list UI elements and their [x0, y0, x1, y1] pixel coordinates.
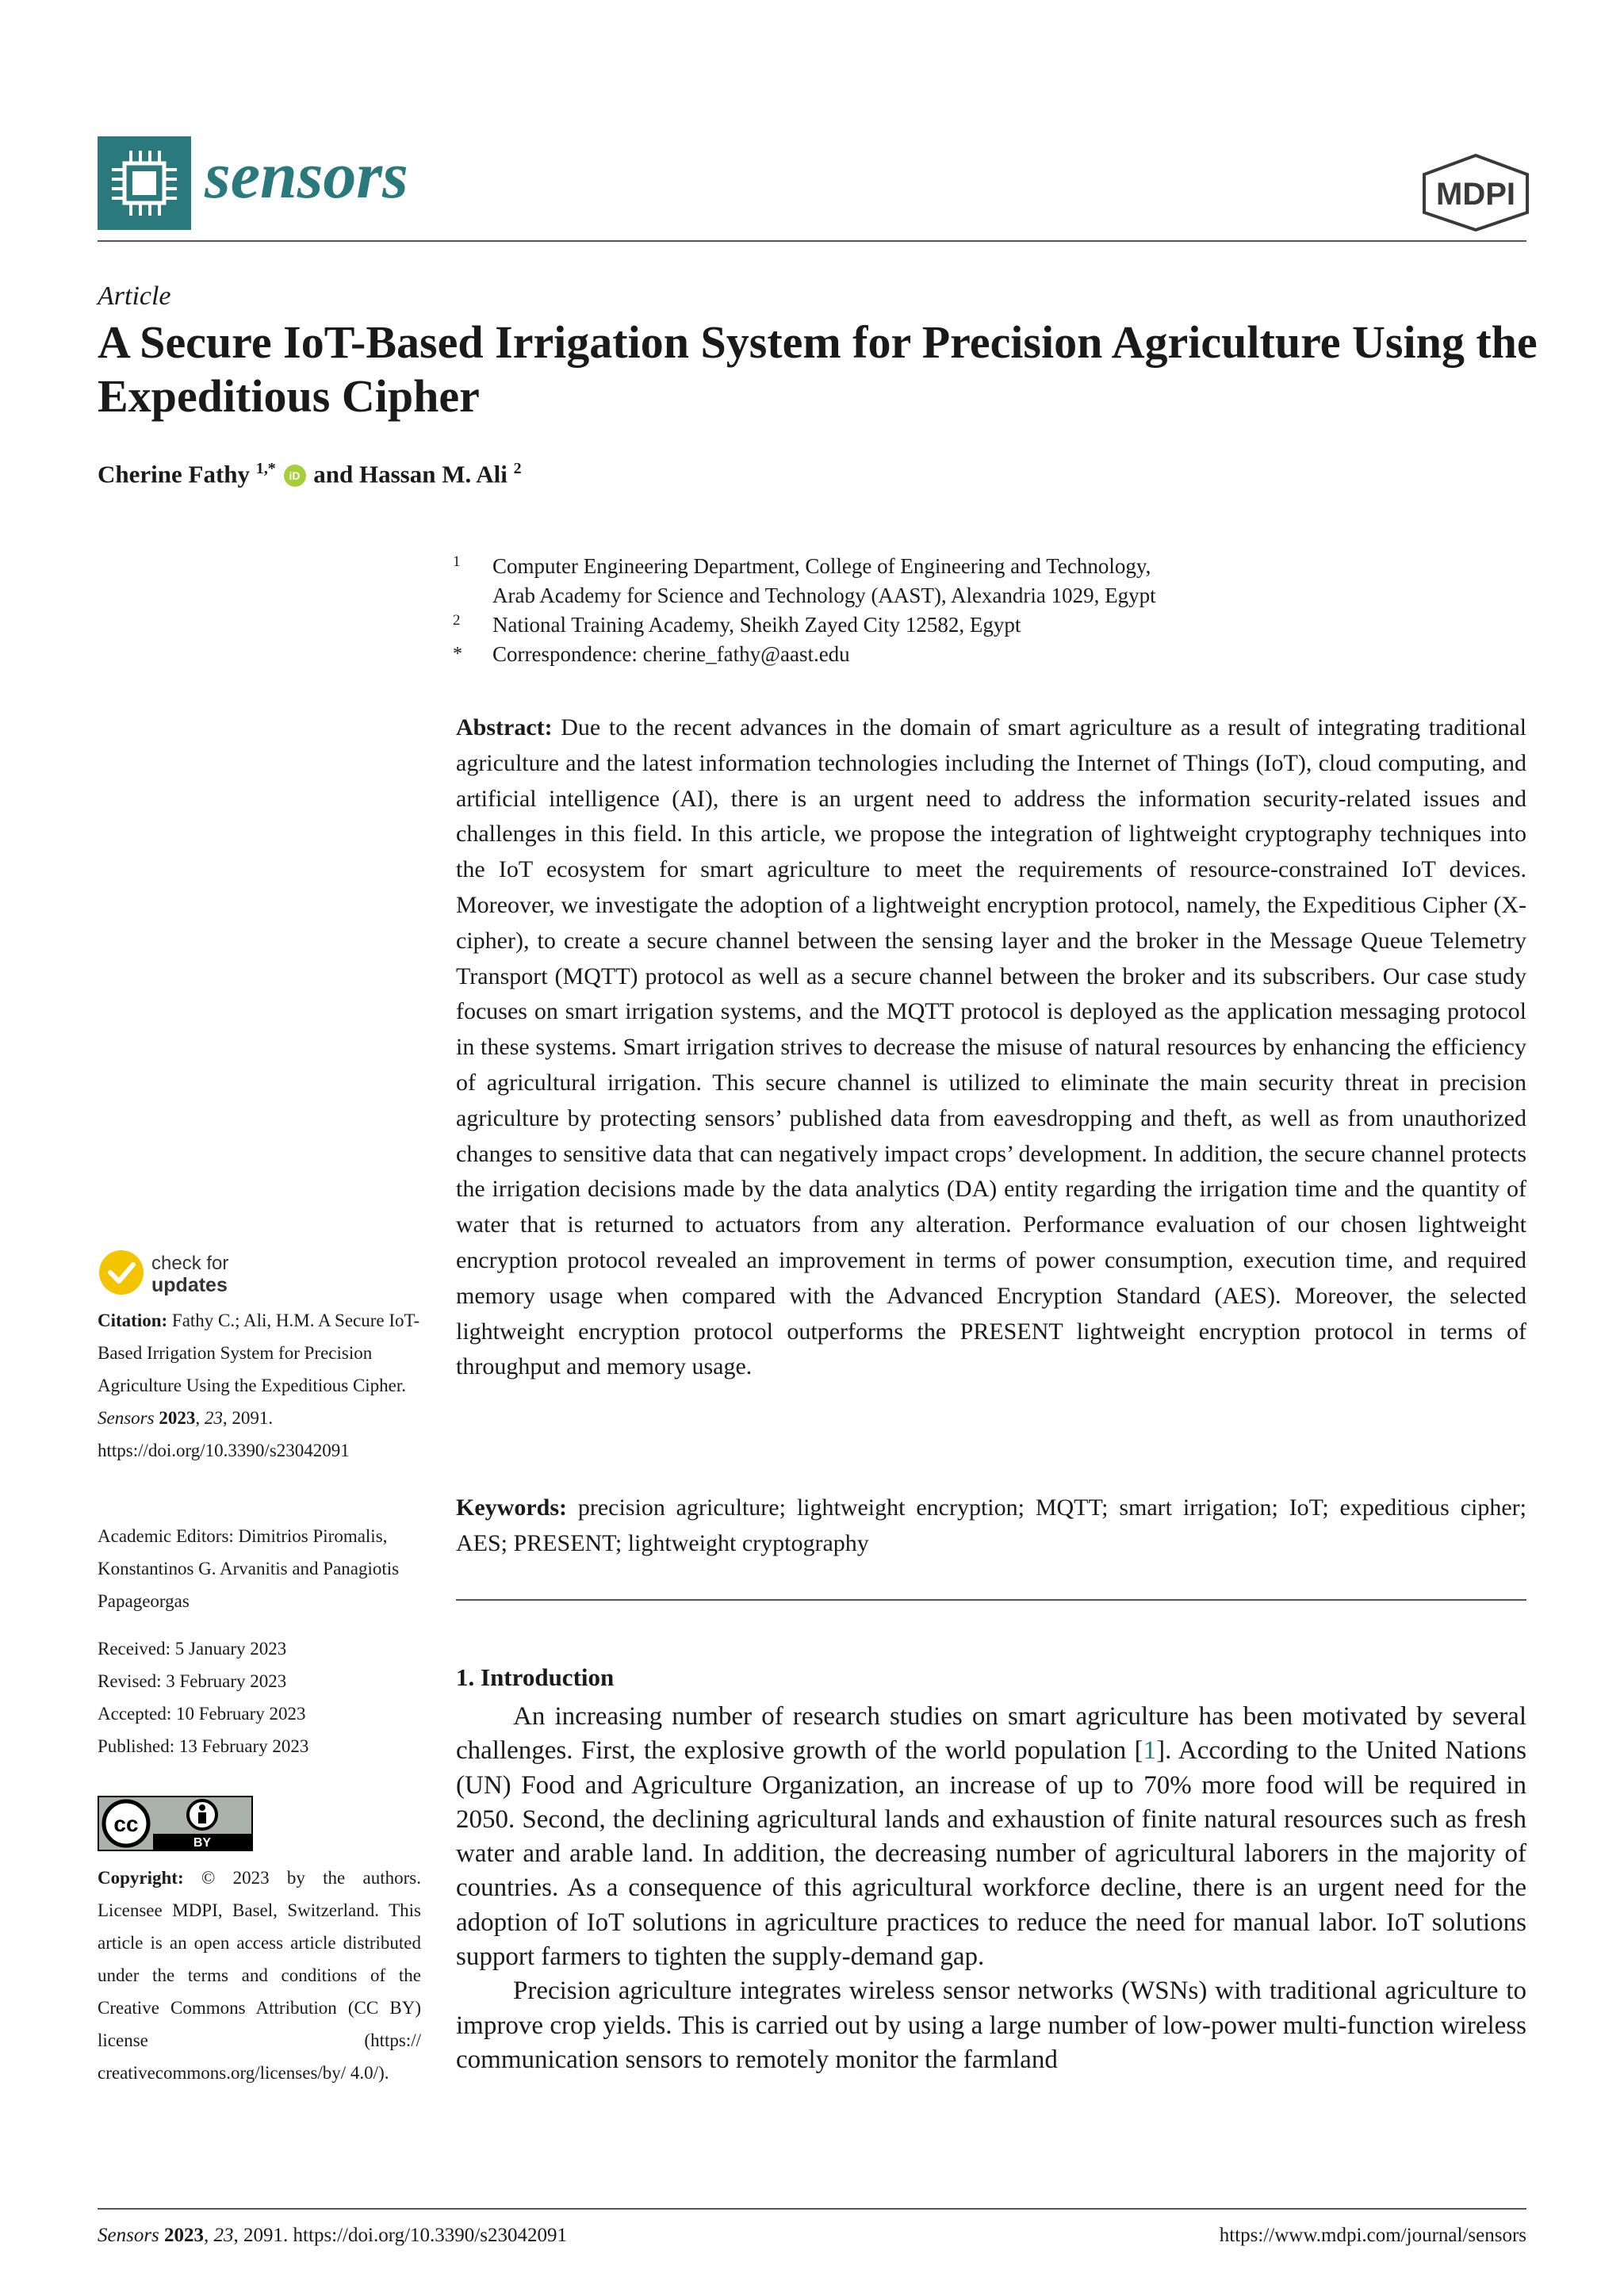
author-list	[98, 460, 522, 488]
copyright-text: © 2023 by the authors. Licensee MDPI, Basel, Switzerland. This article is an open access article distributed under the terms and conditions of the Creative Commons Attribution (CC BY) license (https:// creativecommons.org/licenses/by/ 4.0/).	[98, 1868, 421, 2083]
check-icon	[99, 1250, 144, 1295]
paragraph-text: An increasing number of research studies on smart agriculture has been motivated by several challenges. First, the explosive growth of the world population [	[456, 1702, 1526, 1766]
received-date: Received: 5 January 2023	[98, 1639, 287, 1659]
paragraph	[456, 1700, 1526, 1974]
author-name[interactable]: Cherine Fathy	[98, 460, 251, 488]
citation-journal: Sensors	[98, 1408, 155, 1428]
journal-logo	[98, 136, 191, 230]
citation-doi[interactable]: 2091. https://doi.org/10.3390/s23042091	[98, 1408, 350, 1460]
header-divider	[98, 240, 1526, 242]
check-updates-top: check for	[151, 1253, 229, 1274]
affiliation-text: Arab Academy for Science and Technology (AAST), Alexandria 1029, Egypt	[492, 584, 1156, 607]
affiliation-text: Computer Engineering Department, College of Engineering and Technology,	[492, 554, 1151, 578]
cc-by-license-badge[interactable]	[98, 1796, 253, 1854]
keywords	[456, 1490, 1526, 1562]
abstract-label: Abstract:	[456, 714, 553, 740]
reference-link[interactable]: 1	[1143, 1736, 1157, 1766]
citation-volume: 23	[204, 1408, 223, 1428]
author-affiliation-mark: 1,*	[255, 460, 276, 477]
academic-editors: Academic Editors: Dimitrios Piromalis, Konstantinos G. Arvanitis and Panagiotis Papageorgas	[98, 1526, 400, 1611]
chip-icon	[98, 136, 191, 230]
copyright-label: Copyright:	[98, 1868, 184, 1888]
orcid-icon[interactable]: iD	[284, 465, 306, 487]
publisher-logo	[1416, 152, 1535, 235]
article-type: Article	[98, 281, 171, 311]
citation: Citation: Fathy C.; Ali, H.M. A Secure IoT-Based Irrigation System for Precision Agriculture Using the Expeditious Cipher. Sensors 2023, 23, 2091. https://doi.org/10.3390/s23042091	[98, 1311, 420, 1460]
keywords-label: Keywords:	[456, 1494, 567, 1521]
footer-year: 2023	[164, 2225, 205, 2246]
paragraph	[456, 1974, 1526, 2077]
keywords-text: precision agriculture; lightweight encryption; MQTT; smart irrigation; IoT; expeditious cipher; AES; PRESENT; lightweight cryptography	[456, 1494, 1527, 1556]
check-updates-bottom: updates	[151, 1274, 228, 1296]
publication-dates	[98, 1632, 421, 1762]
paragraph-text: ]. According to the United Nations (UN) Food and Agriculture Organization, an increase of up to 70% more food will be required in 2050. Second, the declining agricultural lands and exhaustion of finite natural resources such as fresh water and arable land. In addition, the decreasing number of agricultural laborers in the majority of countries. As a consequence of this agricultural workforce decline, there is an urgent need for the adoption of IoT solutions in agriculture practices to reduce the need for manual labor. IoT solutions support farmers to tighten the supply-demand gap.	[456, 1736, 1526, 1972]
author-conjunction: and	[313, 460, 354, 488]
footer-volume: 23	[213, 2225, 234, 2246]
abstract	[456, 710, 1526, 1385]
affiliation-mark: *	[453, 644, 462, 664]
revised-date: Revised: 3 February 2023	[98, 1671, 287, 1691]
affiliation-line	[453, 610, 1156, 640]
affiliation-mark: 1	[453, 553, 461, 570]
citation-text: Fathy C.; Ali, H.M. A Secure IoT-Based Irrigation System for Precision Agriculture Using the Expeditious Cipher.	[98, 1311, 420, 1395]
introduction-body	[456, 1700, 1526, 2077]
published-date: Published: 13 February 2023	[98, 1736, 309, 1756]
accepted-date: Accepted: 10 February 2023	[98, 1704, 306, 1724]
paragraph-text: Precision agriculture integrates wireless sensor networks (WSNs) with traditional agriculture to improve crop yields. This is carried out by using a large number of low-power multi-function wireless communication sensors to remotely monitor the farmland	[456, 1976, 1526, 2074]
affiliations	[453, 552, 1156, 669]
correspondence-line	[453, 640, 1156, 669]
correspondence-text[interactable]: Correspondence: cherine_fathy@aast.edu	[492, 642, 850, 666]
cc-by-label: BY	[193, 1836, 212, 1850]
affiliation-text: National Training Academy, Sheikh Zayed City 12582, Egypt	[492, 613, 1021, 637]
footer-journal-url[interactable]: https://www.mdpi.com/journal/sensors	[1219, 2225, 1526, 2246]
svg-text:cc: cc	[113, 1812, 139, 1836]
author-name[interactable]: Hassan M. Ali	[359, 460, 508, 488]
copyright-notice	[98, 1862, 421, 2089]
footer-journal: Sensors	[98, 2225, 159, 2246]
section-heading: 1. Introduction	[456, 1663, 615, 1691]
check-for-updates-badge[interactable]	[98, 1247, 272, 1306]
citation-year: 2023	[159, 1408, 196, 1428]
footer-citation: Sensors 2023, 23, 2091. https://doi.org/10.3390/s23042091	[98, 2225, 567, 2246]
author-affiliation-mark: 2	[513, 460, 522, 477]
footer-divider	[98, 2208, 1526, 2210]
affiliation-mark: 2	[453, 612, 461, 629]
journal-name: sensors	[205, 139, 408, 212]
publisher-name: MDPI	[1436, 177, 1515, 212]
abstract-divider	[456, 1599, 1526, 1601]
citation-label: Citation:	[98, 1311, 168, 1330]
article-title: A Secure IoT-Based Irrigation System for Precision Agriculture Using the Expeditious Cipher	[98, 316, 1538, 422]
footer-doi[interactable]: 2091. https://doi.org/10.3390/s23042091	[243, 2225, 567, 2246]
affiliation-line	[453, 552, 1156, 581]
abstract-text: Due to the recent advances in the domain of smart agriculture as a result of integrating traditional agriculture and the latest information technologies including the Internet of Things (IoT), cloud computing, and artificial intelligence (AI), there is an urgent need to address the information security-related issues and challenges in this field. In this article, we propose the integration of lightweight cryptography techniques into the IoT ecosystem for smart agriculture to meet the requirements of resource-constrained IoT devices. Moreover, we investigate the adoption of a lightweight encryption protocol, namely, the Expeditious Cipher (X-cipher), to create a secure channel between the sensing layer and the broker in the Message Queue Telemetry Transport (MQTT) protocol as well as a secure channel between the broker and its subscribers. Our case study focuses on smart irrigation systems, and the MQTT protocol is deployed as the application messaging protocol in these systems. Smart irrigation strives to decrease the misuse of natural resources by enhancing the efficiency of agricultural irrigation. This secure channel is utilized to eliminate the main security threat in precision agriculture by protecting sensors’ published data from eavesdropping and theft, as well as from unauthorized changes to sensitive data that can negatively impact crops’ development. In addition, the secure channel protects the irrigation decisions made by the data analytics (DA) entity regarding the irrigation time and the quantity of water that is returned to actuators from any alteration. Performance evaluation of our chosen lightweight encryption protocol revealed an improvement in terms of power consumption, execution time, and required memory usage when compared with the Advanced Encryption Standard (AES). Moreover, the selected lightweight encryption protocol outperforms the PRESENT lightweight encryption protocol in terms of throughput and memory usage.	[456, 714, 1527, 1380]
affiliation-line	[453, 581, 1156, 610]
